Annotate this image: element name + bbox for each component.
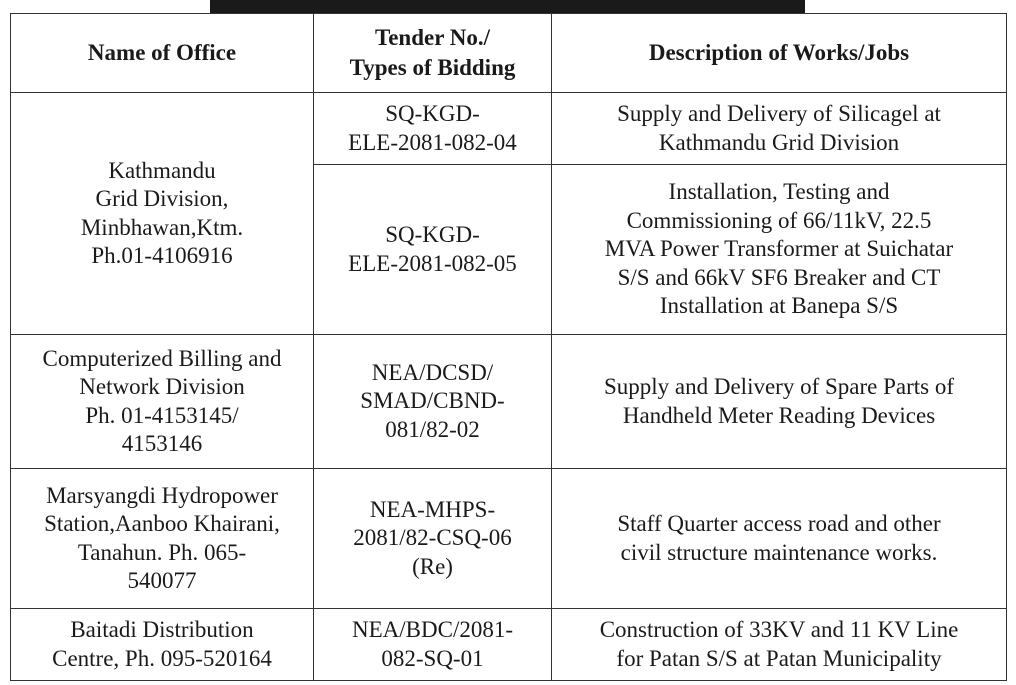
tender-cell: SQ-KGD- ELE-2081-082-04 [314,93,552,165]
table-row [11,335,1007,469]
table-row [11,609,1007,681]
office-cell: Kathmandu Grid Division, Minbhawan,Ktm. Ph.01-4106916 [11,93,314,335]
description-cell: Construction of 33KV and 11 KV Line for Patan S/S at Patan Municipality [552,609,1007,681]
table-row [11,469,1007,609]
tender-cell: NEA-MHPS- 2081/82-CSQ-06 (Re) [314,469,552,609]
tender-cell: NEA/BDC/2081- 082-SQ-01 [314,609,552,681]
header-description: Description of Works/Jobs [552,14,1007,93]
tender-cell: SQ-KGD- ELE-2081-082-05 [314,165,552,335]
top-banner-bar [210,0,805,14]
header-tender: Tender No./ Types of Bidding [314,14,552,93]
description-cell: Staff Quarter access road and other civil structure maintenance works. [552,469,1007,609]
tender-cell: NEA/DCSD/ SMAD/CBND- 081/82-02 [314,335,552,469]
office-cell: Marsyangdi Hydropower Station,Aanboo Khairani, Tanahun. Ph. 065- 540077 [11,469,314,609]
header-office: Name of Office [11,14,314,93]
description-cell: Supply and Delivery of Spare Parts of Handheld Meter Reading Devices [552,335,1007,469]
table-row [11,93,1007,165]
description-cell: Installation, Testing and Commissioning of 66/11kV, 22.5 MVA Power Transformer at Suichatar S/S and 66kV SF6 Breaker and CT Installation at Banepa S/S [552,165,1007,335]
table-header-row [11,14,1007,93]
description-cell: Supply and Delivery of Silicagel at Kathmandu Grid Division [552,93,1007,165]
tender-notice-table [10,13,1007,681]
office-cell: Baitadi Distribution Centre, Ph. 095-520164 [11,609,314,681]
office-cell: Computerized Billing and Network Division Ph. 01-4153145/ 4153146 [11,335,314,469]
